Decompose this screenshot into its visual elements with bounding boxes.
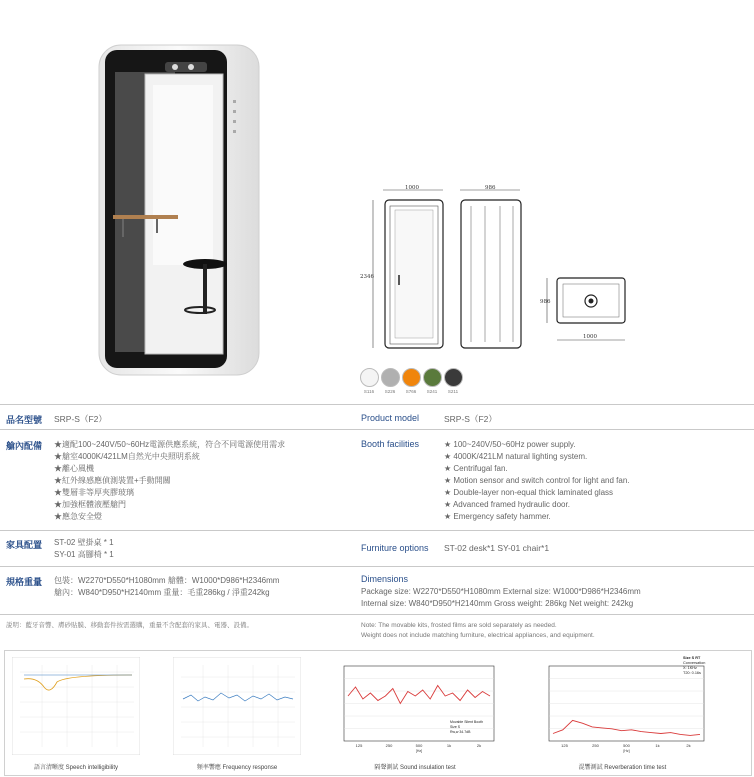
facility-item: ★紅外線感應偵測裝置+手動開關 — [54, 476, 171, 485]
model-en-value: SRP-S（F2） — [444, 414, 497, 424]
model-zh-label: 品名型號 — [6, 415, 43, 425]
x-tick-label: 1k — [655, 743, 660, 748]
dimensions-en-line1: Package size: W2270*D550*H1080mm External size: W1000*D986*H2346mm — [361, 587, 641, 596]
color-swatch-label: S241 — [426, 389, 438, 394]
front-width-label: 1000 — [405, 185, 419, 191]
caption-frequency: 頻率響應 Frequency response — [196, 765, 278, 771]
color-swatch-label: S211 — [447, 389, 459, 394]
sound-legend-3: Rw,w 34.7dB — [450, 730, 471, 734]
color-swatch-label: S226 — [384, 389, 396, 394]
sound-legend — [450, 720, 483, 735]
caption-reverb: 混響測試 Reverberation time test — [578, 765, 667, 771]
facilities-en-list — [444, 439, 630, 523]
caption-sound: 隔聲測試 Sound insulation test — [374, 765, 456, 771]
speech-intelligibility-chart — [12, 657, 140, 755]
x-tick-label: 2k — [476, 743, 482, 748]
facility-item: ★ Double-layer non-equal thick laminated glass — [444, 488, 614, 497]
series-line — [348, 686, 490, 704]
facility-item: ★適配100~240V/50~60Hz電源供應系統，符合不同電源使用需求 — [54, 440, 286, 449]
x-tick-label: 125 — [561, 743, 568, 748]
facilities-en-label: Booth facilities — [361, 439, 420, 449]
facility-item: ★ 4000K/421LM natural lighting system. — [444, 452, 588, 461]
dimensions-en-line2: Internal size: W840*D950*H2140mm Gross weight: 286kg Net weight: 242kg — [361, 599, 634, 608]
facility-item: ★ 100~240V/50~60Hz power supply. — [444, 440, 576, 449]
x-tick-label: 250 — [592, 743, 599, 748]
x-tick-label: 500 — [415, 743, 423, 748]
side-width-label: 986 — [485, 185, 496, 191]
facility-item: ★ Emergency safety hammer. — [444, 512, 551, 521]
furniture-item: SY-01 高腳椅 * 1 — [54, 550, 114, 559]
dimensions-zh-label: 規格重量 — [6, 577, 43, 587]
reverb-legend — [683, 656, 705, 676]
dimensions-zh-line2: 艙內：W840*D950*H2140mm 重量：毛重286kg / 淨重242kg — [54, 588, 270, 597]
reverb-legend-1: Size S RT — [683, 656, 701, 660]
facility-item: ★應急安全燈 — [54, 512, 102, 521]
x-tick-label: 250 — [385, 743, 393, 748]
facilities-zh-list — [54, 439, 285, 523]
frequency-response-chart — [173, 657, 301, 755]
color-swatch — [423, 368, 442, 387]
furniture-en-value: ST-02 desk*1 SY-01 chair*1 — [444, 543, 550, 553]
dimensions-zh-line1: 包裝：W2270*D550*H1080mm 艙體：W1000*D986*H2346mm — [54, 576, 280, 585]
x-tick-label: 125 — [355, 743, 363, 748]
facility-item: ★ Centrifugal fan. — [444, 464, 508, 473]
facilities-zh-label: 艙內配備 — [6, 441, 43, 451]
top-depth-label: 986 — [540, 299, 551, 305]
sound-legend-1: Movable Silent Booth — [450, 720, 484, 724]
color-swatch — [444, 368, 463, 387]
reverb-legend-3: X: 1KHz — [683, 666, 697, 670]
facility-item: ★離心風機 — [54, 464, 94, 473]
note-en-line1: Note: The movable kits, frosted films are sold separately as needed. — [361, 622, 557, 629]
facility-item: ★ Advanced framed hydraulic door. — [444, 500, 570, 509]
model-zh-value: SRP-S（F2） — [54, 414, 107, 424]
sound-insulation-chart — [330, 660, 500, 755]
x-tick-label: 500 — [623, 743, 630, 748]
note-en-line2: Weight does not include matching furniture, electrical appliances, and equipment. — [361, 632, 595, 639]
x-axis-label: [Hz] — [623, 749, 630, 753]
furniture-en-label: Furniture options — [361, 543, 429, 553]
color-swatch — [360, 368, 379, 387]
x-axis-label: [Hz] — [415, 749, 423, 753]
furniture-zh-list — [54, 537, 114, 561]
dimensions-en-label: Dimensions — [361, 574, 409, 584]
x-tick-label: 1k — [446, 743, 452, 748]
color-swatches — [360, 368, 470, 398]
x-tick-label: 2k — [686, 743, 691, 748]
note-zh: 説明：藍牙音響、膚砂貼膜、移動套件按需選購，重量不含配套的家具、電器、設備。 — [6, 622, 253, 629]
color-swatch-label: S766 — [405, 389, 417, 394]
color-swatch-label: S116 — [363, 389, 375, 394]
caption-speech: 語言清晰度 Speech intelligibility — [33, 765, 119, 771]
furniture-item: ST-02 壁掛桌 * 1 — [54, 538, 114, 547]
facility-item: ★ Motion sensor and switch control for light and fan. — [444, 476, 630, 485]
facility-item: ★雙層非等厚夾膠玻璃 — [54, 488, 134, 497]
facility-item: ★艙室4000K/421LM自然光中央照明系統 — [54, 452, 200, 461]
color-swatch — [381, 368, 400, 387]
sound-legend-2: Size S — [450, 725, 461, 729]
model-en-label: Product model — [361, 413, 420, 423]
furniture-zh-label: 家具配置 — [6, 540, 43, 550]
reverb-legend-2: Conversation — [683, 661, 706, 665]
dimension-drawings — [355, 180, 645, 360]
reverb-legend-4: T20: 0.16s — [683, 671, 701, 675]
product-image — [95, 40, 265, 385]
facility-item: ★加強框體液壓艙門 — [54, 500, 126, 509]
top-width-label: 1000 — [583, 334, 597, 340]
height-label: 2346 — [360, 274, 374, 280]
color-swatch — [402, 368, 421, 387]
series-line — [553, 720, 700, 735]
